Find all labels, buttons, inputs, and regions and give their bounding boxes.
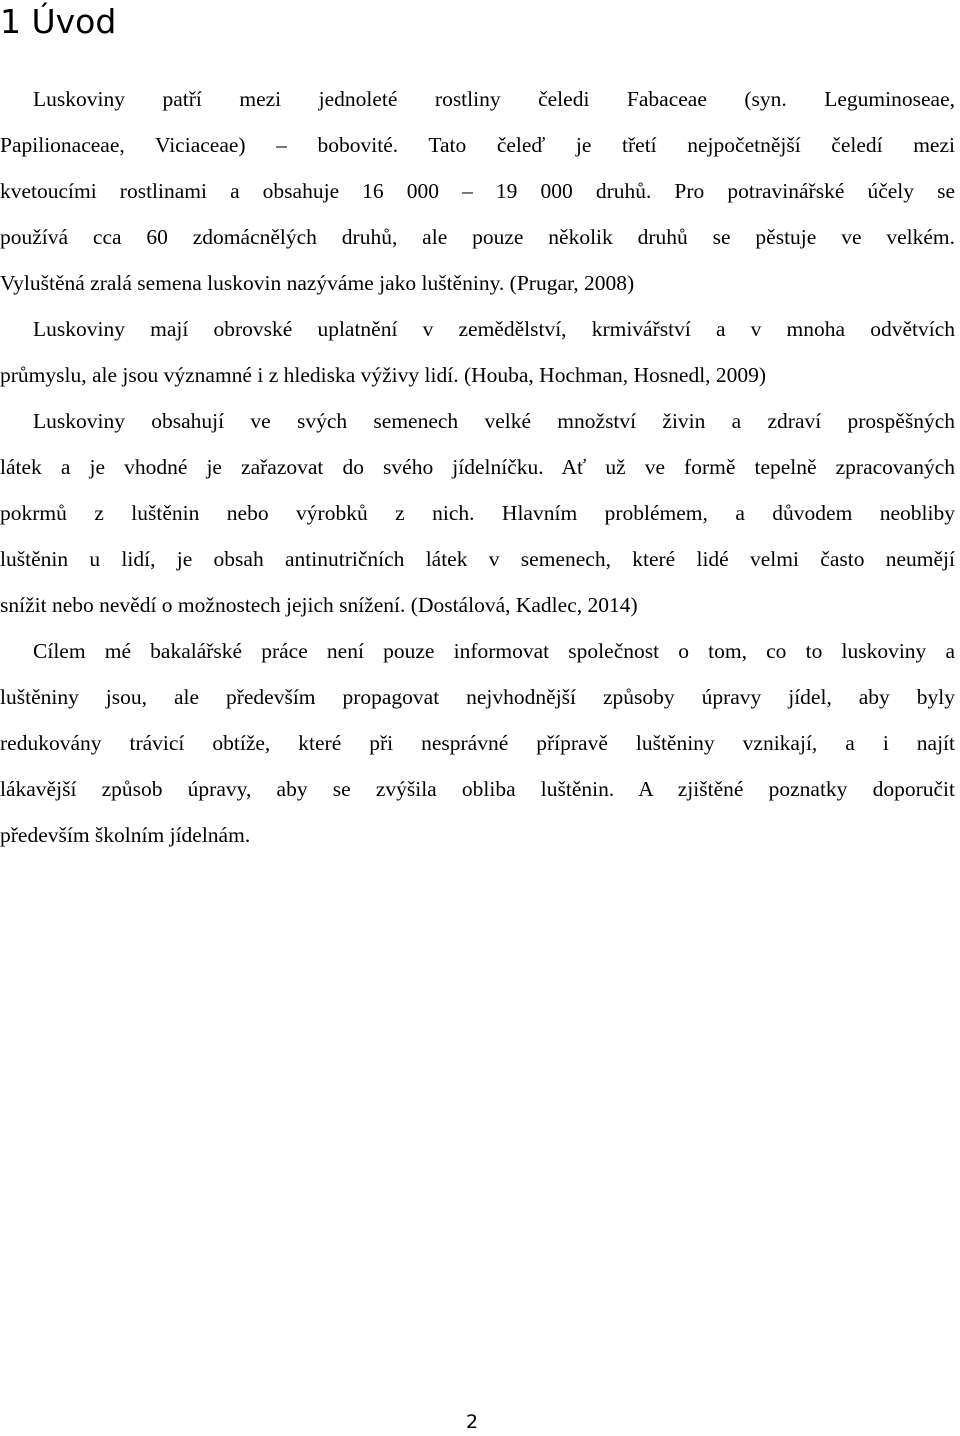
text-line: Vyluštěná zralá semena luskovin nazýváme jako luštěniny. (Prugar, 2008) xyxy=(0,271,635,295)
text-line: pokrmů z luštěnin nebo výrobků z nich. Hlavním problémem, a důvodem neobliby xyxy=(0,501,955,525)
text-line: Luskoviny mají obrovské uplatnění v zemědělství, krmivářství a v mnoha odvětvích xyxy=(33,317,955,341)
text-line: používá cca 60 zdomácnělých druhů, ale pouze několik druhů se pěstuje ve velkém. xyxy=(0,225,955,249)
text-line: redukovány trávicí obtíže, které při nesprávné přípravě luštěniny vznikají, a i najít xyxy=(0,731,955,755)
body-text xyxy=(0,76,955,858)
text-line: Cílem mé bakalářské práce není pouze informovat společnost o tom, co to luskoviny a xyxy=(33,639,955,663)
text-line: luštěnin u lidí, je obsah antinutričních látek v semenech, které lidé velmi často neumějí xyxy=(0,547,955,571)
text-line: Luskoviny obsahují ve svých semenech velké množství živin a zdraví prospěšných xyxy=(33,409,955,433)
text-line: snížit nebo nevědí o možnostech jejich snížení. (Dostálová, Kadlec, 2014) xyxy=(0,593,638,617)
text-line: kvetoucími rostlinami a obsahuje 16 000 – 19 000 druhů. Pro potravinářské účely se xyxy=(0,179,955,203)
text-line: lákavější způsob úpravy, aby se zvýšila obliba luštěnin. A zjištěné poznatky doporučit xyxy=(0,777,955,801)
text-line: luštěniny jsou, ale především propagovat nejvhodnější způsoby úpravy jídel, aby byly xyxy=(0,685,955,709)
text-line: především školním jídelnám. xyxy=(0,823,251,847)
chapter-heading: 1 Úvod xyxy=(0,2,117,41)
text-line: látek a je vhodné je zařazovat do svého jídelníčku. Ať už ve formě tepelně zpracovaných xyxy=(0,455,955,479)
text-line: Luskoviny patří mezi jednoleté rostliny čeledi Fabaceae (syn. Leguminoseae, xyxy=(33,87,955,111)
page-number: 2 xyxy=(466,1411,479,1433)
text-line: Papilionaceae, Viciaceae) – bobovité. Tato čeleď je třetí nejpočetnější čeledí mezi xyxy=(0,133,955,157)
text-line: průmyslu, ale jsou významné i z hlediska výživy lidí. (Houba, Hochman, Hosnedl, 2009) xyxy=(0,363,767,387)
